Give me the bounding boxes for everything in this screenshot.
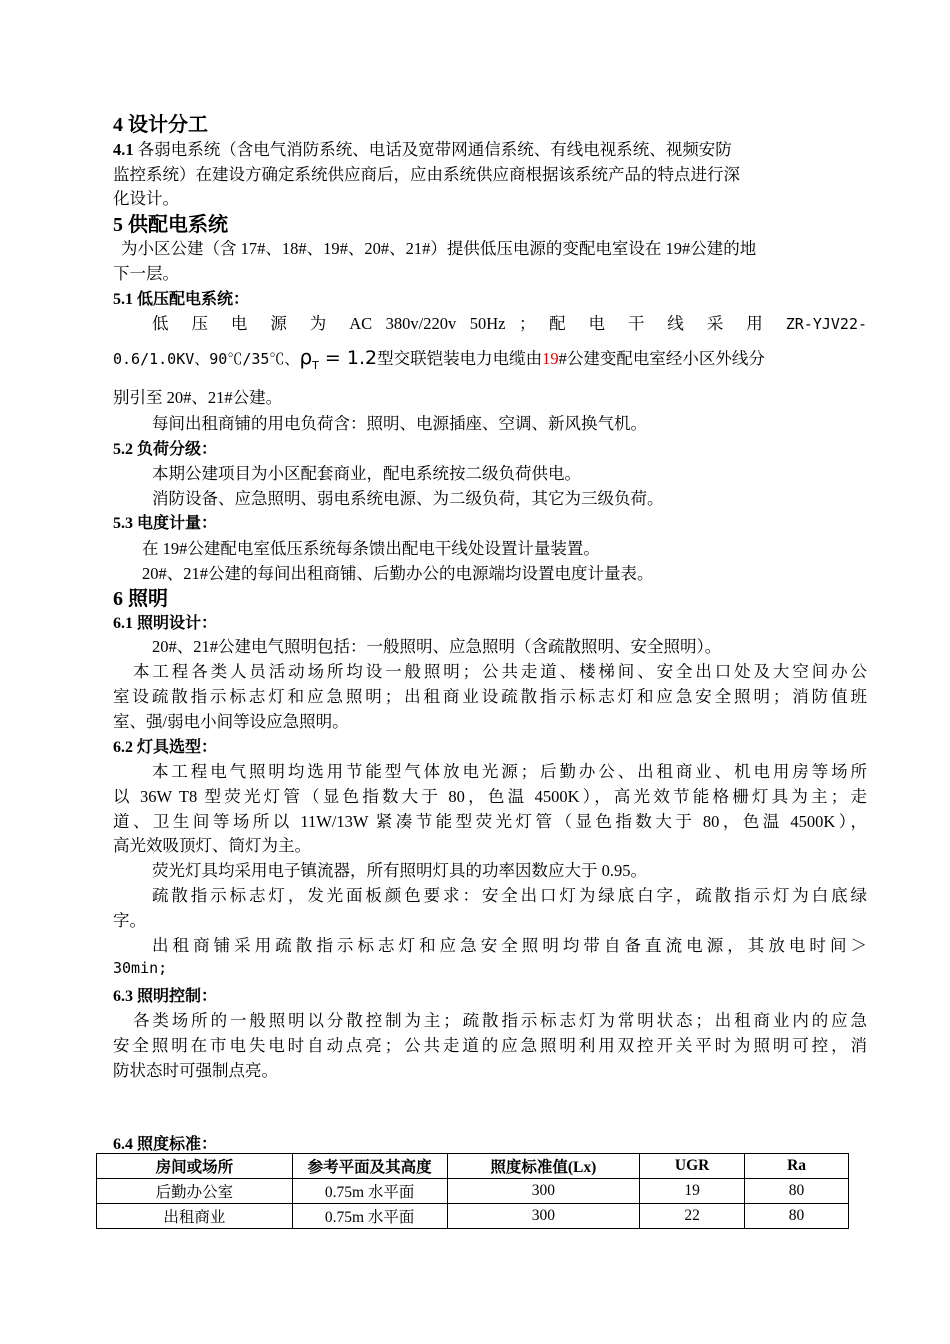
heading-6-4: 6.4 照度标准：: [113, 1136, 218, 1153]
table-cell: 19: [640, 1179, 745, 1204]
para-5-1-text: 低 压 电 源 为 AC 380v/220v 50Hz ； 配 电 干 线 采 用: [152, 314, 773, 333]
section-5-intro-line-1: 为小区公建（含 17#、18#、19#、20#、21#）提供低压电源的变配电室设在 19#公建的地: [121, 239, 757, 258]
table-row: [97, 1179, 849, 1204]
para-5-3-line-1: 在 19#公建配电室低压系统每条馈出配电干线处设置计量装置。: [142, 539, 600, 558]
greater-than-sign: ＞: [850, 936, 867, 955]
para-5-1-line-2: [113, 345, 765, 372]
para-6-2-line-4: 高光效吸顶灯、筒灯为主。: [113, 836, 311, 855]
para-4-1-line-3: 化设计。: [113, 189, 179, 208]
para-5-1-line-4: 每间出租商铺的用电负荷含：照明、电源插座、空调、新风换气机。: [152, 414, 647, 433]
section-5-intro-line-2: 下一层。: [113, 264, 179, 283]
highlighted-number: 19: [542, 349, 559, 368]
table-cell: 300: [447, 1204, 640, 1229]
table-cell: 300: [447, 1179, 640, 1204]
para-6-2-line-8: [152, 932, 867, 956]
heading-5-3: 5.3 电度计量：: [113, 515, 218, 532]
table-cell: 0.75m 水平面: [292, 1204, 447, 1229]
table-cell: 出租商业: [97, 1204, 293, 1229]
heading-6-3: 6.3 照明控制：: [113, 988, 218, 1005]
heading-5-1: 5.1 低压配电系统：: [113, 291, 250, 308]
table-cell: 80: [745, 1204, 849, 1229]
heading-6-2: 6.2 灯具选型：: [113, 739, 218, 756]
table-header-cell: 照度标准值(Lx): [447, 1154, 640, 1179]
table-header-cell: 房间或场所: [97, 1154, 293, 1179]
para-4-1-text: 各弱电系统（含电气消防系统、电话及宽带网通信系统、有线电视系统、视频安防: [137, 140, 732, 159]
para-6-3-line-1: 各类场所的一般照明以分散控制为主；疏散指示标志灯为常明状态；出租商业内的应急: [133, 1011, 867, 1030]
table-cell: 0.75m 水平面: [292, 1179, 447, 1204]
para-6-2-line-1: 本工程电气照明均选用节能型气体放电光源；后勤办公、出租商业、机电用房等场所: [152, 762, 867, 781]
para-6-1-line-1: 20#、21#公建电气照明包括：一般照明、应急照明（含疏散照明、安全照明）。: [152, 637, 722, 656]
para-6-2-line-9: [113, 958, 167, 978]
para-6-2-line-7: 字。: [113, 911, 146, 930]
table-cell: 后勤办公室: [97, 1179, 293, 1204]
rho-value: = 1.2: [318, 347, 378, 369]
section-6-heading: 6 照明: [113, 588, 168, 610]
table-row: [97, 1204, 849, 1229]
para-4-1-number: 4.1: [113, 140, 134, 159]
heading-6-1: 6.1 照明设计：: [113, 615, 218, 632]
para-5-1-line-2-mid: 型交联铠装电力电缆由: [377, 349, 543, 368]
para-5-2-line-1: 本期公建项目为小区配套商业，配电系统按二级负荷供电。: [152, 464, 581, 483]
para-6-3-line-2: 安全照明在市电失电时自动点亮；公共走道的应急照明利用双控开关平时为照明可控，消: [113, 1036, 867, 1055]
cable-model: ZR-YJV22-: [785, 315, 868, 333]
table-header-cell: UGR: [640, 1154, 745, 1179]
discharge-time: 30min;: [113, 959, 168, 977]
para-5-1-line-1: [152, 310, 867, 334]
table-cell: 22: [640, 1204, 745, 1229]
para-5-2-line-2: 消防设备、应急照明、弱电系统电源、为二级负荷，其它为三级负荷。: [152, 489, 664, 508]
table-cell: 80: [745, 1179, 849, 1204]
table-header-row: [97, 1154, 849, 1179]
para-5-1-line-2-end: #公建变配电室经小区外线分: [558, 349, 765, 368]
section-5-heading: 5 供配电系统: [113, 214, 228, 236]
table-header-cell: Ra: [745, 1154, 849, 1179]
para-4-1-line-1: [113, 136, 732, 160]
para-5-1-line-3: 别引至 20#、21#公建。: [113, 388, 283, 407]
para-6-1-line-4: 室、强/弱电小间等设应急照明。: [113, 712, 349, 731]
para-6-1-line-3: 室设疏散指示标志灯和应急照明；出租商业设疏散指示标志灯和应急安全照明；消防值班: [113, 687, 867, 706]
para-6-2-line-5: 荧光灯具均采用电子镇流器，所有照明灯具的功率因数应大于 0.95。: [152, 861, 647, 880]
illuminance-table: [96, 1153, 849, 1229]
para-6-2-line-2: 以 36W T8 型荧光灯管（显色指数大于 80，色温 4500K），高光效节能格栅灯具为主；走: [113, 787, 867, 806]
para-6-2-line-8-text: 出租商铺采用疏散指示标志灯和应急安全照明均带自备直流电源，其放电时间: [152, 936, 851, 955]
para-6-3-line-3: 防状态时可强制点亮。: [113, 1061, 278, 1080]
para-6-2-line-6: 疏散指示标志灯，发光面板颜色要求：安全出口灯为绿底白字，疏散指示灯为白底绿: [152, 886, 867, 905]
para-5-3-line-2: 20#、21#公建的每间出租商铺、后勤办公的电源端均设置电度计量表。: [142, 564, 654, 583]
section-4-heading: 4 设计分工: [113, 114, 208, 136]
para-6-2-line-3: 道、卫生间等场所以 11W/13W 紧凑节能型荧光灯管（显色指数大于 80，色温 4500K），: [113, 812, 867, 831]
table-header-cell: 参考平面及其高度: [292, 1154, 447, 1179]
para-4-1-line-2: 监控系统）在建设方确定系统供应商后，应由系统供应商根据该系统产品的特点进行深: [113, 165, 740, 184]
cable-spec: 0.6/1.0KV、90℃/35℃、: [113, 350, 300, 368]
rho-symbol: $\rho_T$: [299, 345, 319, 372]
para-6-1-line-2: 本工程各类人员活动场所均设一般照明；公共走道、楼梯间、安全出口处及大空间办公: [133, 662, 867, 681]
heading-5-2: 5.2 负荷分级：: [113, 441, 218, 458]
